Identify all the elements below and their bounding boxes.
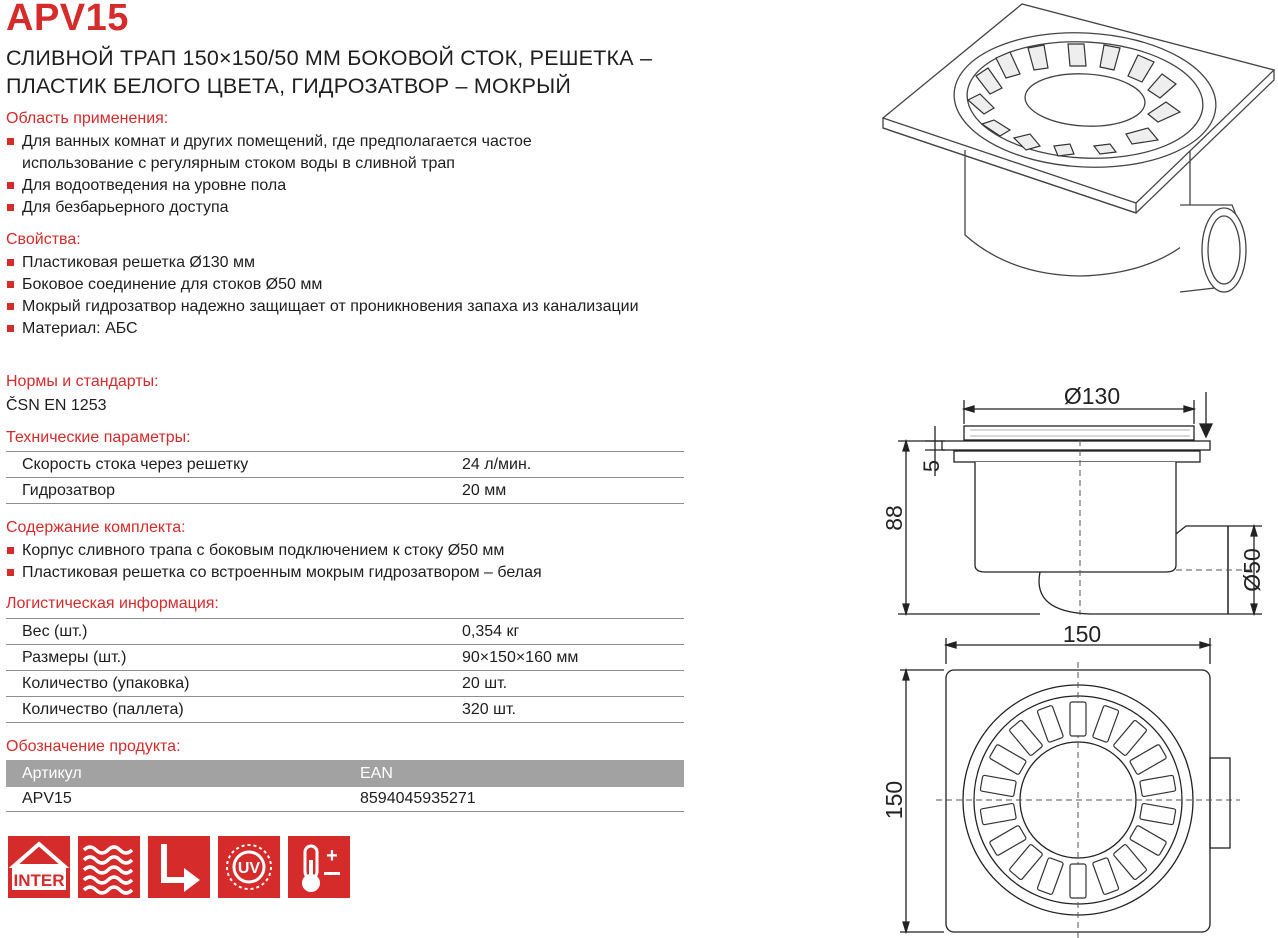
product-subtitle: СЛИВНОЙ ТРАП 150×150/50 ММ БОКОВОЙ СТОК, РЕШЕТКА – ПЛАСТИК БЕЛОГО ЦВЕТА, ГИДРОЗАТВОР – МОКРЫЙ: [6, 46, 653, 98]
list-item: Мокрый гидрозатвор надежно защищает от проникновения запаха из канализации: [6, 296, 646, 318]
list-item: Для водоотведения на уровне пола: [6, 175, 646, 197]
product-3d-illustration: [883, 4, 1274, 292]
row-label: Количество (паллета): [6, 697, 462, 723]
product-title: APV15: [6, 0, 129, 39]
section-heading-logistics: Логистическая информация:: [6, 595, 219, 612]
list-item: Корпус сливного трапа с боковым подключением к стоку Ø50 мм: [6, 540, 646, 562]
temperature-plus-label: +: [326, 845, 338, 867]
standard-value: ČSN EN 1253: [6, 397, 107, 414]
list-item: Пластиковая решетка Ø130 мм: [6, 252, 646, 274]
list-item: Для ванных комнат и других помещений, где предполагается частое использование с регулярным стоком воды в сливной трап: [6, 131, 646, 175]
row-value: 90×150×160 мм: [462, 645, 684, 671]
dim-outlet-diameter: Ø50: [1239, 548, 1265, 592]
row-label: Количество (упаковка): [6, 671, 462, 697]
row-value: 24 л/мин.: [462, 452, 684, 478]
row-value: 20 шт.: [462, 671, 684, 697]
section-heading-application: Область применения:: [6, 110, 169, 127]
side-section-view: [898, 392, 1262, 615]
row-value: 0,354 кг: [462, 619, 684, 645]
section-heading-standards: Нормы и стандарты:: [6, 373, 159, 390]
uv-icon-label: UV: [237, 860, 261, 877]
ean-cell: 8594045935271: [360, 787, 684, 812]
row-value: 20 мм: [462, 478, 684, 504]
dim-length: 150: [881, 780, 907, 820]
row-value: 320 шт.: [462, 697, 684, 723]
list-item: Боковое соединение для стоков Ø50 мм: [6, 274, 646, 296]
column-header-ean: EAN: [360, 760, 684, 787]
list-item: Для безбарьерного доступа: [6, 197, 646, 219]
row-label: Размеры (шт.): [6, 645, 462, 671]
dim-grate-diameter: Ø130: [1063, 383, 1121, 409]
dim-width: 150: [1062, 621, 1102, 647]
row-label: Вес (шт.): [6, 619, 462, 645]
inter-icon-label: INTER: [13, 871, 65, 890]
dim-height: 88: [881, 505, 907, 531]
list-item: Материал: АБС: [6, 318, 646, 340]
dim-flange-thickness: 5: [919, 459, 944, 473]
row-label: Гидрозатвор: [6, 478, 462, 504]
article-cell: APV15: [6, 787, 360, 812]
section-heading-package: Содержание комплекта:: [6, 519, 186, 536]
column-header-article: Артикул: [6, 760, 360, 787]
section-heading-properties: Свойства:: [6, 231, 81, 248]
section-heading-technical: Технические параметры:: [6, 429, 191, 446]
list-item: Пластиковая решетка со встроенным мокрым гидрозатвором – белая: [6, 562, 646, 584]
section-heading-designation: Обозначение продукта:: [6, 738, 181, 755]
row-label: Скорость стока через решетку: [6, 452, 462, 478]
